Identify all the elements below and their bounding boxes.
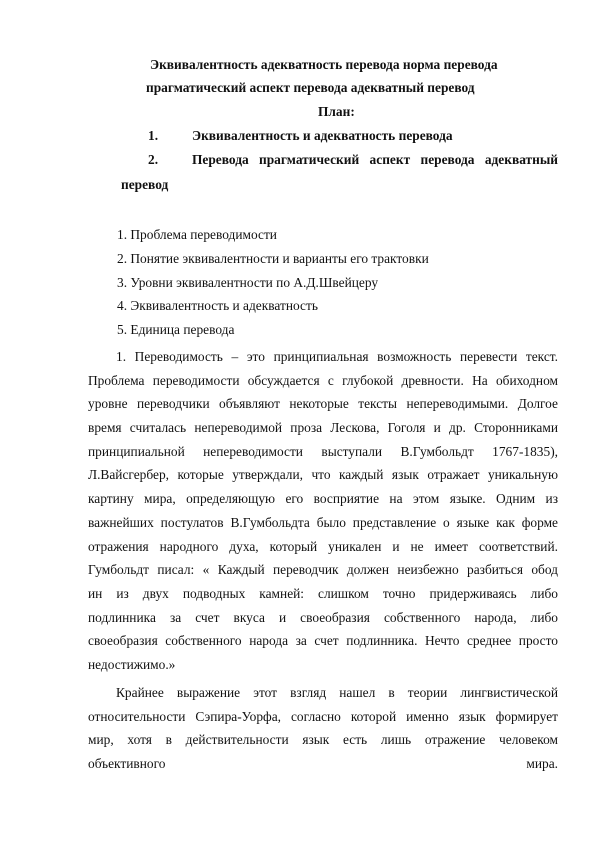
paragraph-line: недостижимо.» (88, 656, 176, 672)
plan-item-2-number: 2. (148, 152, 159, 167)
plan-item-2-continuation: перевод (121, 177, 169, 192)
paragraph-line: Гумбольдт писал: « Каждый переводчик должен неизбежно разбиться обод (88, 562, 558, 578)
document-title-line-2: прагматический аспект перевода адекватный перевод (146, 80, 475, 95)
paragraph-line: подлинника за счет вкуса и своеобразия собственного народа, либо (88, 609, 558, 625)
paragraph-line: время считалась непереводимой проза Лескова, Гоголя и др. Сторонниками (88, 420, 558, 436)
paragraph-line: относительности Сэпира-Уорфа, согласно которой именно язык формирует (88, 708, 558, 724)
toc-item-4: 4. Эквивалентность и адекватность (117, 298, 318, 313)
paragraph-line: отражения народного духа, который уникален и не имеет соответствий. (88, 538, 558, 554)
paragraph-line: ин из двух подводных камней: слишком точно придерживаясь либо (88, 585, 558, 601)
toc-item-1: 1. Проблема переводимости (117, 227, 277, 242)
paragraph-line: Проблема переводимости обсуждается с глубокой древности. На обиходном (88, 372, 558, 388)
paragraph-line: картину мира, определяющую его восприятие на этом языке. Одним из (88, 491, 558, 507)
paragraph-line: Л.Вайсгербер, которые утверждали, что каждый язык отражает уникальную (88, 467, 558, 483)
paragraph-line: мир, хотя в действительности язык есть лишь отражение человеком (88, 732, 558, 748)
plan-item-1-text: Эквивалентность и адекватность перевода (192, 128, 453, 143)
toc-item-3: 3. Уровни эквивалентности по А.Д.Швейцеру (117, 275, 379, 290)
paragraph-translatability (88, 345, 558, 677)
plan-item-1-number: 1. (148, 128, 159, 143)
document-title-line-1: Эквивалентность адекватность перевода норма перевода (150, 57, 498, 72)
paragraph-line: принципиальной непереводимости выступали В.Гумбольдт 1767-1835), (88, 443, 558, 459)
plan-item-2-text: Перевода прагматический аспект перевода адекватный (192, 152, 558, 167)
paragraph-line: 1. Переводимость – это принципиальная возможность перевести текст. (116, 349, 558, 364)
toc-item-5: 5. Единица перевода (117, 322, 235, 337)
toc-item-2: 2. Понятие эквивалентности и варианты его трактовки (117, 251, 429, 266)
paragraph-line: своеобразия собственного народа за счет подлинника. Нечто среднее просто (88, 633, 558, 649)
paragraph-line: уровне переводчики объявляют некоторые тексты непереводимыми. Долгое (88, 396, 558, 412)
plan-heading: План: (318, 104, 355, 119)
paragraph-linguistic-relativity (88, 681, 558, 776)
paragraph-line: объективного мира. (88, 756, 558, 772)
paragraph-line: Крайнее выражение этот взгляд нашел в теории лингвистической (116, 685, 558, 700)
paragraph-line: важнейших постулатов В.Гумбольдта было представление о языке как форме (88, 514, 558, 530)
